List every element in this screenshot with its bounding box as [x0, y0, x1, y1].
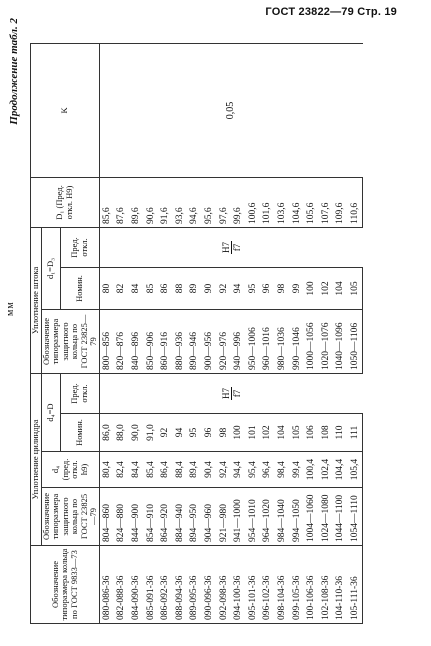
- table-cell: 96: [202, 414, 217, 452]
- table-cell: 984—1040: [275, 488, 290, 546]
- table-cell: 92: [158, 414, 173, 452]
- table-cell: 098-104-36: [275, 546, 290, 624]
- table-cell: 850—906: [143, 309, 158, 373]
- table-cell: 082-088-36: [114, 546, 129, 624]
- table-cell: 104: [333, 267, 348, 309]
- table-cell: 800—856: [99, 309, 114, 373]
- table-cell: 088-094-36: [172, 546, 187, 624]
- table-cell: 94: [172, 414, 187, 452]
- table-cell: 84,4: [129, 452, 144, 488]
- table-cell: 105,6: [304, 177, 319, 227]
- table-cell: 094-100-36: [231, 546, 246, 624]
- table-body: [99, 43, 363, 623]
- table-cell: 85,6: [99, 177, 114, 227]
- col-d1-eq-d3: d₁=D₃: [41, 227, 61, 309]
- table-cell: 090-096-36: [202, 546, 217, 624]
- table-cell: 804—860: [99, 488, 114, 546]
- units-label: мм: [5, 301, 16, 316]
- col-d4: d₄ (пред. откл. h9): [41, 452, 99, 488]
- table-cell: 98,4: [275, 452, 290, 488]
- table-cell: 95: [187, 414, 202, 452]
- table-cell: 1040—1096: [333, 309, 348, 373]
- table-cell: 89,4: [187, 452, 202, 488]
- table-cell: 88,0: [114, 414, 129, 452]
- table-cell: 82,4: [114, 452, 129, 488]
- table-cell: 104-110-36: [333, 546, 348, 624]
- col-cyl-deviation: Пред. откл.: [61, 373, 99, 413]
- table-cell: 940—996: [231, 309, 246, 373]
- table-cell: 95,4: [245, 452, 260, 488]
- table-cell: 100: [231, 414, 246, 452]
- table-cell: 103,6: [275, 177, 290, 227]
- table-cell: 102,4: [318, 452, 333, 488]
- table-cell: 89: [187, 267, 202, 309]
- table-cell: 82: [114, 267, 129, 309]
- table-cell: 084-090-36: [129, 546, 144, 624]
- table-cell: 94,4: [231, 452, 246, 488]
- table-cell: 840—896: [129, 309, 144, 373]
- table-cell: 88,4: [172, 452, 187, 488]
- table-cell: 89,6: [129, 177, 144, 227]
- table-cell: 990—1046: [289, 309, 304, 373]
- table-cell: 107,6: [318, 177, 333, 227]
- table-cell: 099-105-36: [289, 546, 304, 624]
- table-row: [99, 43, 114, 623]
- page-header: ГОСТ 23822—79 Стр. 19: [265, 6, 397, 18]
- table-cell: 95: [245, 267, 260, 309]
- table-cell: 99,6: [231, 177, 246, 227]
- col-d4-eq-d: d₄=D: [41, 373, 61, 451]
- table-cell: 85,4: [143, 452, 158, 488]
- table-cell: 089-095-36: [187, 546, 202, 624]
- dimension-table: [30, 43, 363, 624]
- table-cell: 105-111-36: [348, 546, 363, 624]
- table-cell: 95,6: [202, 177, 217, 227]
- col-rod-protect-ring: Обозначение типоразмера защитного кольца по ГОСТ 23825—79: [41, 309, 99, 373]
- table-cell: 86,0: [99, 414, 114, 452]
- group-cylinder-seal: Уплотнение цилиндра: [31, 373, 42, 545]
- table-cell: 104: [275, 414, 290, 452]
- cyl-fit-numerator: H7: [220, 388, 231, 399]
- table-cell: 095-101-36: [245, 546, 260, 624]
- col-cyl-nominal: Номин.: [61, 414, 99, 452]
- table-cell: 104,4: [333, 452, 348, 488]
- table-cell: 950—1006: [245, 309, 260, 373]
- col-rod-deviation: Пред. откл.: [61, 227, 99, 267]
- table-cell: 94,6: [187, 177, 202, 227]
- table-cell: 86,4: [158, 452, 173, 488]
- cyl-fit-denominator: f7: [231, 389, 242, 398]
- table-cell: 860—916: [158, 309, 173, 373]
- table-cell: 1054—1110: [348, 488, 363, 546]
- table-cell: 98: [216, 414, 231, 452]
- table-cell: 980—1036: [275, 309, 290, 373]
- table-cell: 110,6: [348, 177, 363, 227]
- table-cell: 1044—1100: [333, 488, 348, 546]
- col-cyl-protect-ring: Обозначение типоразмера защитного кольца по ГОСТ 23825—79: [41, 488, 99, 546]
- table-cell: 904—960: [202, 488, 217, 546]
- table-cell: 102-108-36: [318, 546, 333, 624]
- table-cell: 105,4: [348, 452, 363, 488]
- col-designation: Обозначение типоразмера кольца по ГОСТ 9833—73: [31, 546, 100, 624]
- table-cell: 90,0: [129, 414, 144, 452]
- table-cell: 920—976: [216, 309, 231, 373]
- table-cell: 824—880: [114, 488, 129, 546]
- table-cell: 1000—1056: [304, 309, 319, 373]
- table-cell: 100-106-36: [304, 546, 319, 624]
- table-cell: 994—1050: [289, 488, 304, 546]
- table-cell: 96,4: [260, 452, 275, 488]
- col-d1-cap: D₁ (Пред. откл. H9): [31, 177, 100, 227]
- table-cell: 854—910: [143, 488, 158, 546]
- table-cell: 99: [289, 267, 304, 309]
- table-cell: 84: [129, 267, 144, 309]
- table-continuation-label: Продолжение табл. 2: [8, 18, 20, 125]
- table-cell: 80,4: [99, 452, 114, 488]
- table-cell: 96: [260, 267, 275, 309]
- table-cell: 94: [231, 267, 246, 309]
- table-cell: 105: [348, 267, 363, 309]
- col-rod-nominal: Номин.: [61, 267, 99, 309]
- table-cell: 1004—1060: [304, 488, 319, 546]
- table-cell: 884—940: [172, 488, 187, 546]
- table-cell: 110: [333, 414, 348, 452]
- table-cell: 096-102-36: [260, 546, 275, 624]
- table-cell: 085-091-36: [143, 546, 158, 624]
- table-cell: 100,6: [245, 177, 260, 227]
- table-cell: 880—936: [172, 309, 187, 373]
- table-cell: 80: [99, 267, 114, 309]
- table-cell: 921—980: [216, 488, 231, 546]
- table-cell: 97,6: [216, 177, 231, 227]
- table-cell: 93,6: [172, 177, 187, 227]
- table-cell: 092-098-36: [216, 546, 231, 624]
- k-value: 0,05: [99, 43, 363, 177]
- table-cell: 890—946: [187, 309, 202, 373]
- table-cell: 086-092-36: [158, 546, 173, 624]
- table-cell: 941—1000: [231, 488, 246, 546]
- table-cell: 101: [245, 414, 260, 452]
- table-cell: 105: [289, 414, 304, 452]
- table-cell: 106: [304, 414, 319, 452]
- table-cell: 894—950: [187, 488, 202, 546]
- table-cell: 88: [172, 267, 187, 309]
- table-cell: 864—920: [158, 488, 173, 546]
- table-cell: 91,0: [143, 414, 158, 452]
- table-cell: 900—956: [202, 309, 217, 373]
- table-cell: 100: [304, 267, 319, 309]
- table-cell: 820—876: [114, 309, 129, 373]
- table-cell: 080-086-36: [99, 546, 114, 624]
- rod-fit-tolerance: [99, 227, 363, 267]
- table-cell: 1020—1076: [318, 309, 333, 373]
- table-cell: 1050—1106: [348, 309, 363, 373]
- table-cell: 844—900: [129, 488, 144, 546]
- table-cell: 954—1010: [245, 488, 260, 546]
- table-cell: 92: [216, 267, 231, 309]
- group-rod-seal: Уплотнение штока: [31, 227, 42, 373]
- table-cell: 92,4: [216, 452, 231, 488]
- table-cell: 87,6: [114, 177, 129, 227]
- table-cell: 108: [318, 414, 333, 452]
- table-cell: 102: [260, 414, 275, 452]
- table-cell: 90,6: [143, 177, 158, 227]
- table-cell: 91,6: [158, 177, 173, 227]
- cyl-fit-tolerance: [99, 373, 363, 413]
- table-cell: 101,6: [260, 177, 275, 227]
- table-cell: 98: [275, 267, 290, 309]
- col-k: K: [31, 43, 100, 177]
- rod-fit-denominator: f7: [231, 243, 242, 252]
- table-cell: 1024—1080: [318, 488, 333, 546]
- table-cell: 104,6: [289, 177, 304, 227]
- table-cell: 85: [143, 267, 158, 309]
- table-cell: 960—1016: [260, 309, 275, 373]
- table-cell: 100,4: [304, 452, 319, 488]
- table-cell: 90: [202, 267, 217, 309]
- table-cell: 111: [348, 414, 363, 452]
- table-cell: 86: [158, 267, 173, 309]
- table-cell: 102: [318, 267, 333, 309]
- table-cell: 964—1020: [260, 488, 275, 546]
- rod-fit-numerator: H7: [220, 241, 231, 253]
- table-cell: 90,4: [202, 452, 217, 488]
- table-cell: 109,6: [333, 177, 348, 227]
- table-cell: 99,4: [289, 452, 304, 488]
